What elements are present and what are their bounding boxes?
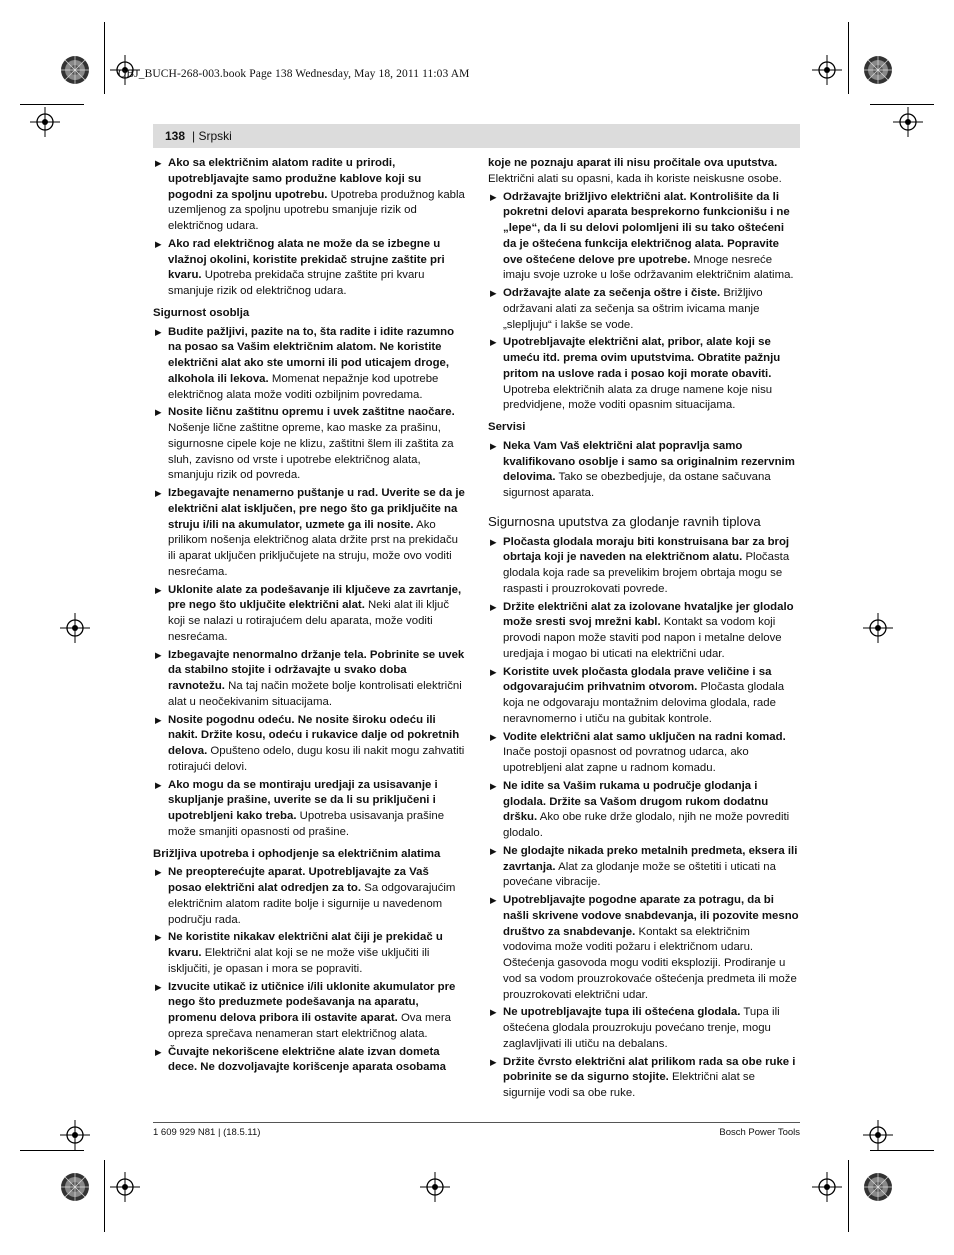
footer-doc-number: 1 609 929 N81 | (18.5.11) bbox=[153, 1127, 261, 1138]
crop-mark bbox=[20, 1150, 84, 1151]
item-bold-text: Nosite ličnu zaštitnu opremu i uvek zaštitne naočare. bbox=[168, 406, 455, 419]
bullet-triangle-icon: ▶ bbox=[490, 288, 497, 298]
item-text: Upotreba električnih alata za druge namene koje nisu predvidjene, može voditi opasnim situacijama. bbox=[503, 383, 773, 412]
list-item bbox=[153, 778, 465, 841]
bullet-triangle-icon: ▶ bbox=[490, 895, 497, 905]
bullet-triangle-icon: ▶ bbox=[155, 1046, 162, 1057]
item-bold-text: Čuvajte nekorišcene električne alate izvan dometa dece. Ne dozvoljavajte korišcenje aparata osobama bbox=[168, 1045, 446, 1074]
color-wheel-icon bbox=[863, 55, 893, 85]
bullet-triangle-icon: ▶ bbox=[490, 440, 497, 451]
bullet-triangle-icon: ▶ bbox=[490, 845, 497, 856]
item-text: Opušteno odelo, dugu kosu ili nakit mogu zahvatiti rotirajući delovi. bbox=[168, 745, 465, 773]
item-text: Kontakt sa električnim vodovima može voditi požaru i električnom udaru. Oštećenja gasovoda mogu voditi eksploziji. Prodiranje u vod sa vodom prouzrokovaće oštećenja predmeta ili može prouzrokovati električni udar. bbox=[503, 925, 797, 1001]
item-bold-text: Izvucite utikač iz utičnice i/ili uklonite akumulator pre nego što preduzmete podešavanja na aparatu, promenu delova pribora ili ostavite aparat. bbox=[168, 980, 456, 1024]
list-item bbox=[153, 1045, 465, 1077]
list-item bbox=[153, 156, 465, 235]
bullet-triangle-icon: ▶ bbox=[155, 867, 162, 878]
bullet-triangle-icon: ▶ bbox=[490, 666, 497, 677]
item-text: Inače postoji opasnost od povratnog udarca, ako upotrebljeni alat zapne u radnom komadu. bbox=[503, 746, 749, 774]
section-heading: Servisi bbox=[488, 421, 526, 433]
color-wheel-icon bbox=[863, 1172, 893, 1202]
bullet-triangle-icon: ▶ bbox=[155, 714, 162, 725]
color-wheel-icon bbox=[60, 1172, 90, 1202]
item-text: Upotreba usisavanja prašine može smanjiti opasnosti od prašine. bbox=[168, 810, 445, 838]
registration-mark-icon bbox=[863, 613, 893, 643]
item-bold-text: Ne glodajte nikada preko metalnih predmeta, eksera ili zavrtanja. bbox=[503, 844, 798, 873]
list-item bbox=[153, 865, 465, 928]
list-item bbox=[488, 190, 800, 285]
list-item bbox=[488, 665, 800, 728]
item-bold-text: Izbegavajte nenamerno puštanje u rad. Uverite se da je električni alat isključen, pre nego što ga priključite na struju i/ili na akumulator, uzmete ga ili nosite. bbox=[168, 487, 465, 531]
item-text: Upotreba prekidača strujne zaštite pri kvaru smanjuje rizik od električnog udara. bbox=[168, 269, 425, 297]
item-bold-text: Upotrebljavajte električni alat, pribor, alate koji se umeću itd. prema ovim uputstvima. Obratite pažnju pritom na uslove rada i posao koji morate obaviti. bbox=[503, 336, 781, 380]
item-text: Neki alat ili ključ koji se nalazi u rotirajućem delu aparata, može voditi nesrećama. bbox=[168, 599, 450, 643]
bullet-triangle-icon: ▶ bbox=[490, 536, 497, 547]
bullet-triangle-icon: ▶ bbox=[490, 191, 497, 202]
item-text: Električni alat se sigurnije vodi sa obe ruke. bbox=[503, 1071, 755, 1099]
list-item bbox=[488, 779, 800, 842]
list-item bbox=[488, 335, 800, 414]
registration-mark-icon bbox=[30, 107, 60, 137]
list-item bbox=[488, 1055, 800, 1102]
item-text: Upotreba produžnog kabla uzemljenog za spoljnu upotrebu smanjuje rizik od električnog udara. bbox=[168, 188, 465, 232]
footer-brand: Bosch Power Tools bbox=[719, 1127, 800, 1138]
registration-mark-icon bbox=[863, 1120, 893, 1150]
item-text: Pločasta glodala koja rade sa prevelikim brojem obrtaja mogu se raspasti i prouzrokovati povrede. bbox=[503, 551, 790, 595]
bullet-triangle-icon: ▶ bbox=[155, 779, 162, 790]
registration-mark-icon bbox=[812, 55, 842, 85]
bullet-triangle-icon: ▶ bbox=[155, 238, 162, 249]
section-heading: Brižljiva upotreba i ophodjenje sa električnim alatima bbox=[153, 847, 441, 860]
bullet-triangle-icon: ▶ bbox=[490, 731, 497, 742]
list-item bbox=[488, 439, 800, 502]
bullet-triangle-icon: ▶ bbox=[155, 158, 162, 168]
header-language: | Srpski bbox=[192, 129, 232, 143]
item-bold-text: Izbegavajte nenormalno držanje tela. Pobrinite se uvek da stabilno stojite i održavajte u svako doba ravnotežu. bbox=[168, 648, 465, 692]
item-text: Brižljivo održavani alati za sečenja sa oštrim ivicama manje „slepljuju“ i lakše se vode. bbox=[503, 287, 763, 331]
continued-paragraph bbox=[488, 156, 800, 188]
list-item bbox=[153, 486, 465, 581]
item-bold-text: Neka Vam Vaš električni alat popravlja samo kvalifikovano osoblje i samo sa originalnim rezervnim delovima. bbox=[503, 439, 795, 484]
crop-mark bbox=[104, 22, 105, 94]
list-item bbox=[153, 405, 465, 484]
crop-mark bbox=[20, 104, 84, 105]
bullet-triangle-icon: ▶ bbox=[490, 337, 497, 348]
item-bold-text: Ne upotrebljavajte tupa ili oštećena glodala. bbox=[503, 1006, 741, 1019]
list-item bbox=[153, 237, 465, 300]
item-text: Pločasta glodala koja ne odgovaraju montažnim delovima glodala, rade neravnomerno i utiču na gubitak kontrole. bbox=[503, 681, 785, 725]
list-item bbox=[153, 980, 465, 1043]
crop-mark bbox=[870, 104, 934, 105]
bullet-triangle-icon: ▶ bbox=[490, 601, 497, 612]
item-text: Kontakt sa vodom koji provodi napon može staviti pod napon i metalne delove uredjaja i mogao bi uticati na električni udar. bbox=[503, 616, 782, 660]
item-bold-text: Upotrebljavajte pogodne aparate za potragu, da bi našli skrivene vodove snabdevanja, ili pozovite mesno društvo za snabdevanje. bbox=[503, 894, 799, 938]
bullet-triangle-icon: ▶ bbox=[490, 1007, 497, 1018]
list-item bbox=[153, 583, 465, 646]
section-title: Sigurnosna uputstva za glodanje ravnih tiplova bbox=[488, 513, 761, 529]
item-bold-text: Držite čvrsto električni alat prilikom rada sa obe ruke i pobrinite se da sigurno stojite. bbox=[503, 1055, 796, 1084]
bullet-triangle-icon: ▶ bbox=[155, 649, 162, 660]
registration-mark-icon bbox=[60, 1120, 90, 1150]
bullet-triangle-icon: ▶ bbox=[155, 584, 162, 595]
item-bold-text: Ako mogu da se montiraju uredjaji za usisavanje i skupljanje prašine, uverite se da li su priključeni i upotrebljeni kako treba. bbox=[168, 778, 438, 822]
item-text: Ako prilikom nošenja električnog alata držite prst na prekidaču ili aparat uključen priključujete na struju, može ovo voditi nesrećama. bbox=[168, 518, 458, 578]
item-bold-text: Budite pažljivi, pazite na to, šta radite i idite razumno na posao sa Vašim električnim alatom. Ne koristite električni alat ako ste umorni ili pod uticajem droge, alkohola ili lekova. bbox=[168, 325, 455, 385]
item-text: Ova mera opreza sprečava nenameran start električnog alata. bbox=[168, 1012, 451, 1040]
item-text: Nošenje lične zaštitne opreme, kao maske za prašinu, sigurnosne cipele koje ne klizu, zaštitni šlem ili zaštita za sluh, zavisno od vrste i upotrebe električnog alata, smanjuju rizik od povreda. bbox=[168, 422, 454, 482]
bullet-triangle-icon: ▶ bbox=[155, 932, 162, 943]
item-bold-text: Ako rad električnog alata ne može da se izbegne u vlažnoj okolini, koristite prekidač strujne zaštite pri kvaru. bbox=[168, 237, 445, 282]
list-item bbox=[488, 1005, 800, 1052]
bullet-triangle-icon: ▶ bbox=[155, 488, 162, 498]
item-bold-text: Ne koristite nikakav električni alat čiji je prekidač u kvaru. bbox=[168, 931, 443, 959]
item-bold-text: Držite električni alat za izolovane hvataljke jer glodalo može sresti svoj mrežni kabl. bbox=[503, 600, 794, 629]
list-item bbox=[153, 930, 465, 977]
item-bold-text: Održavajte brižljivo električni alat. Kontrolišite da li pokretni delovi aparata besprekorno funkcionišu i ne „lepe“, da li su delovi polomljeni ili su tako oštećeni da je oštećena funkcija električnog alata. Popravite ove oštećene delove pre upotrebe. bbox=[503, 190, 790, 266]
registration-mark-icon bbox=[60, 613, 90, 643]
item-text: Mnoge nesreće imaju svoje uzroke u loše održavanim električnim alatima. bbox=[503, 253, 794, 282]
list-item bbox=[488, 286, 800, 333]
crop-mark bbox=[848, 22, 849, 94]
item-text: Električni alat koji se ne može više uključiti ili isključiti, je opasan i mora se popraviti. bbox=[168, 947, 430, 975]
item-bold-text: koje ne poznaju aparat ili nisu pročitale ova uputstva. bbox=[488, 157, 778, 169]
item-text: Na taj način možete bolje kontrolisati električni alat u neočekivanim situacijama. bbox=[168, 680, 462, 708]
right-column bbox=[488, 156, 800, 1104]
item-text: Momenat nepažnje kod upotrebe električnog alata može voditi ozbiljnim povredama. bbox=[168, 372, 439, 401]
bullet-triangle-icon: ▶ bbox=[490, 1056, 497, 1067]
item-bold-text: Ako sa električnim alatom radite u prirodi, upotrebljavajte samo produžne kablove koji su pogodni za spoljnu upotrebu. bbox=[168, 157, 422, 201]
registration-mark-icon bbox=[893, 107, 923, 137]
item-bold-text: Vodite električni alat samo uključen na radni komad. bbox=[503, 730, 786, 743]
list-item bbox=[488, 844, 800, 891]
item-bold-text: Ne idite sa Vašim rukama u područje glodanja i glodala. Držite sa Vašom drugom rukom dodatnu dršku. bbox=[503, 779, 769, 824]
section-heading: Sigurnost osoblja bbox=[153, 306, 250, 319]
item-text: Alat za glodanje može se oštetiti i uticati na povećane vibracije. bbox=[503, 860, 776, 889]
item-bold-text: Ne preopterećujte aparat. Upotrebljavajte za Vaš posao električni alat odredjen za to. bbox=[168, 866, 429, 894]
page-header bbox=[153, 124, 800, 148]
bullet-triangle-icon: ▶ bbox=[155, 981, 162, 992]
left-column bbox=[153, 156, 465, 1078]
list-item bbox=[153, 713, 465, 776]
item-bold-text: Uklonite alate za podešavanje ili ključeve za zavrtanje, pre nego što uključite električni alat. bbox=[168, 583, 462, 612]
item-text: Električni alati su opasni, kada ih koriste neiskusne osobe. bbox=[488, 172, 782, 185]
list-item bbox=[153, 325, 465, 404]
page-number: 138 bbox=[165, 129, 186, 143]
item-text: Tako se obezbedjuje, da ostane sačuvana sigurnost aparata. bbox=[503, 471, 771, 499]
item-bold-text: Održavajte alate za sečenja oštre i čiste. bbox=[503, 287, 721, 299]
registration-mark-icon bbox=[420, 1172, 450, 1202]
crop-mark bbox=[104, 1160, 105, 1232]
list-item bbox=[488, 730, 800, 777]
item-text: Tupa ili oštećena glodala prouzrokuju povećano trenje, mogu zaglavljivati ili utiču na debalans. bbox=[503, 1006, 780, 1050]
item-text: Sa odgovarajućim električnim alatom radite bolje i sigurnije u navedenom području rada. bbox=[168, 882, 456, 926]
print-info-line: OBJ_BUCH-268-003.book Page 138 Wednesday, May 18, 2011 11:03 AM bbox=[118, 68, 470, 80]
color-wheel-icon bbox=[60, 55, 90, 85]
item-text: Ako obe ruke drže glodalo, njih ne može povrediti glodalo. bbox=[503, 811, 790, 839]
list-item bbox=[488, 893, 800, 1003]
footer-divider bbox=[153, 1122, 800, 1123]
list-item bbox=[153, 648, 465, 711]
bullet-triangle-icon: ▶ bbox=[490, 780, 497, 791]
item-bold-text: Koristite uvek pločasta glodala prave veličine i sa odgovarajućim prihvatnim otvorom. bbox=[503, 665, 772, 694]
crop-mark bbox=[848, 1160, 849, 1232]
list-item bbox=[488, 600, 800, 663]
crop-mark bbox=[870, 1150, 934, 1151]
item-bold-text: Pločasta glodala moraju biti konstruisana bar za broj obrtaja koji je naveden na električnom alatu. bbox=[503, 535, 790, 564]
bullet-triangle-icon: ▶ bbox=[155, 326, 162, 337]
item-bold-text: Nosite pogodnu odeću. Ne nosite široku odeću ili nakit. Držite kosu, odeću i rukavice dalje od pokretnih delova. bbox=[168, 713, 460, 757]
registration-mark-icon bbox=[812, 1172, 842, 1202]
bullet-triangle-icon: ▶ bbox=[155, 407, 162, 418]
list-item bbox=[488, 535, 800, 598]
registration-mark-icon bbox=[110, 1172, 140, 1202]
